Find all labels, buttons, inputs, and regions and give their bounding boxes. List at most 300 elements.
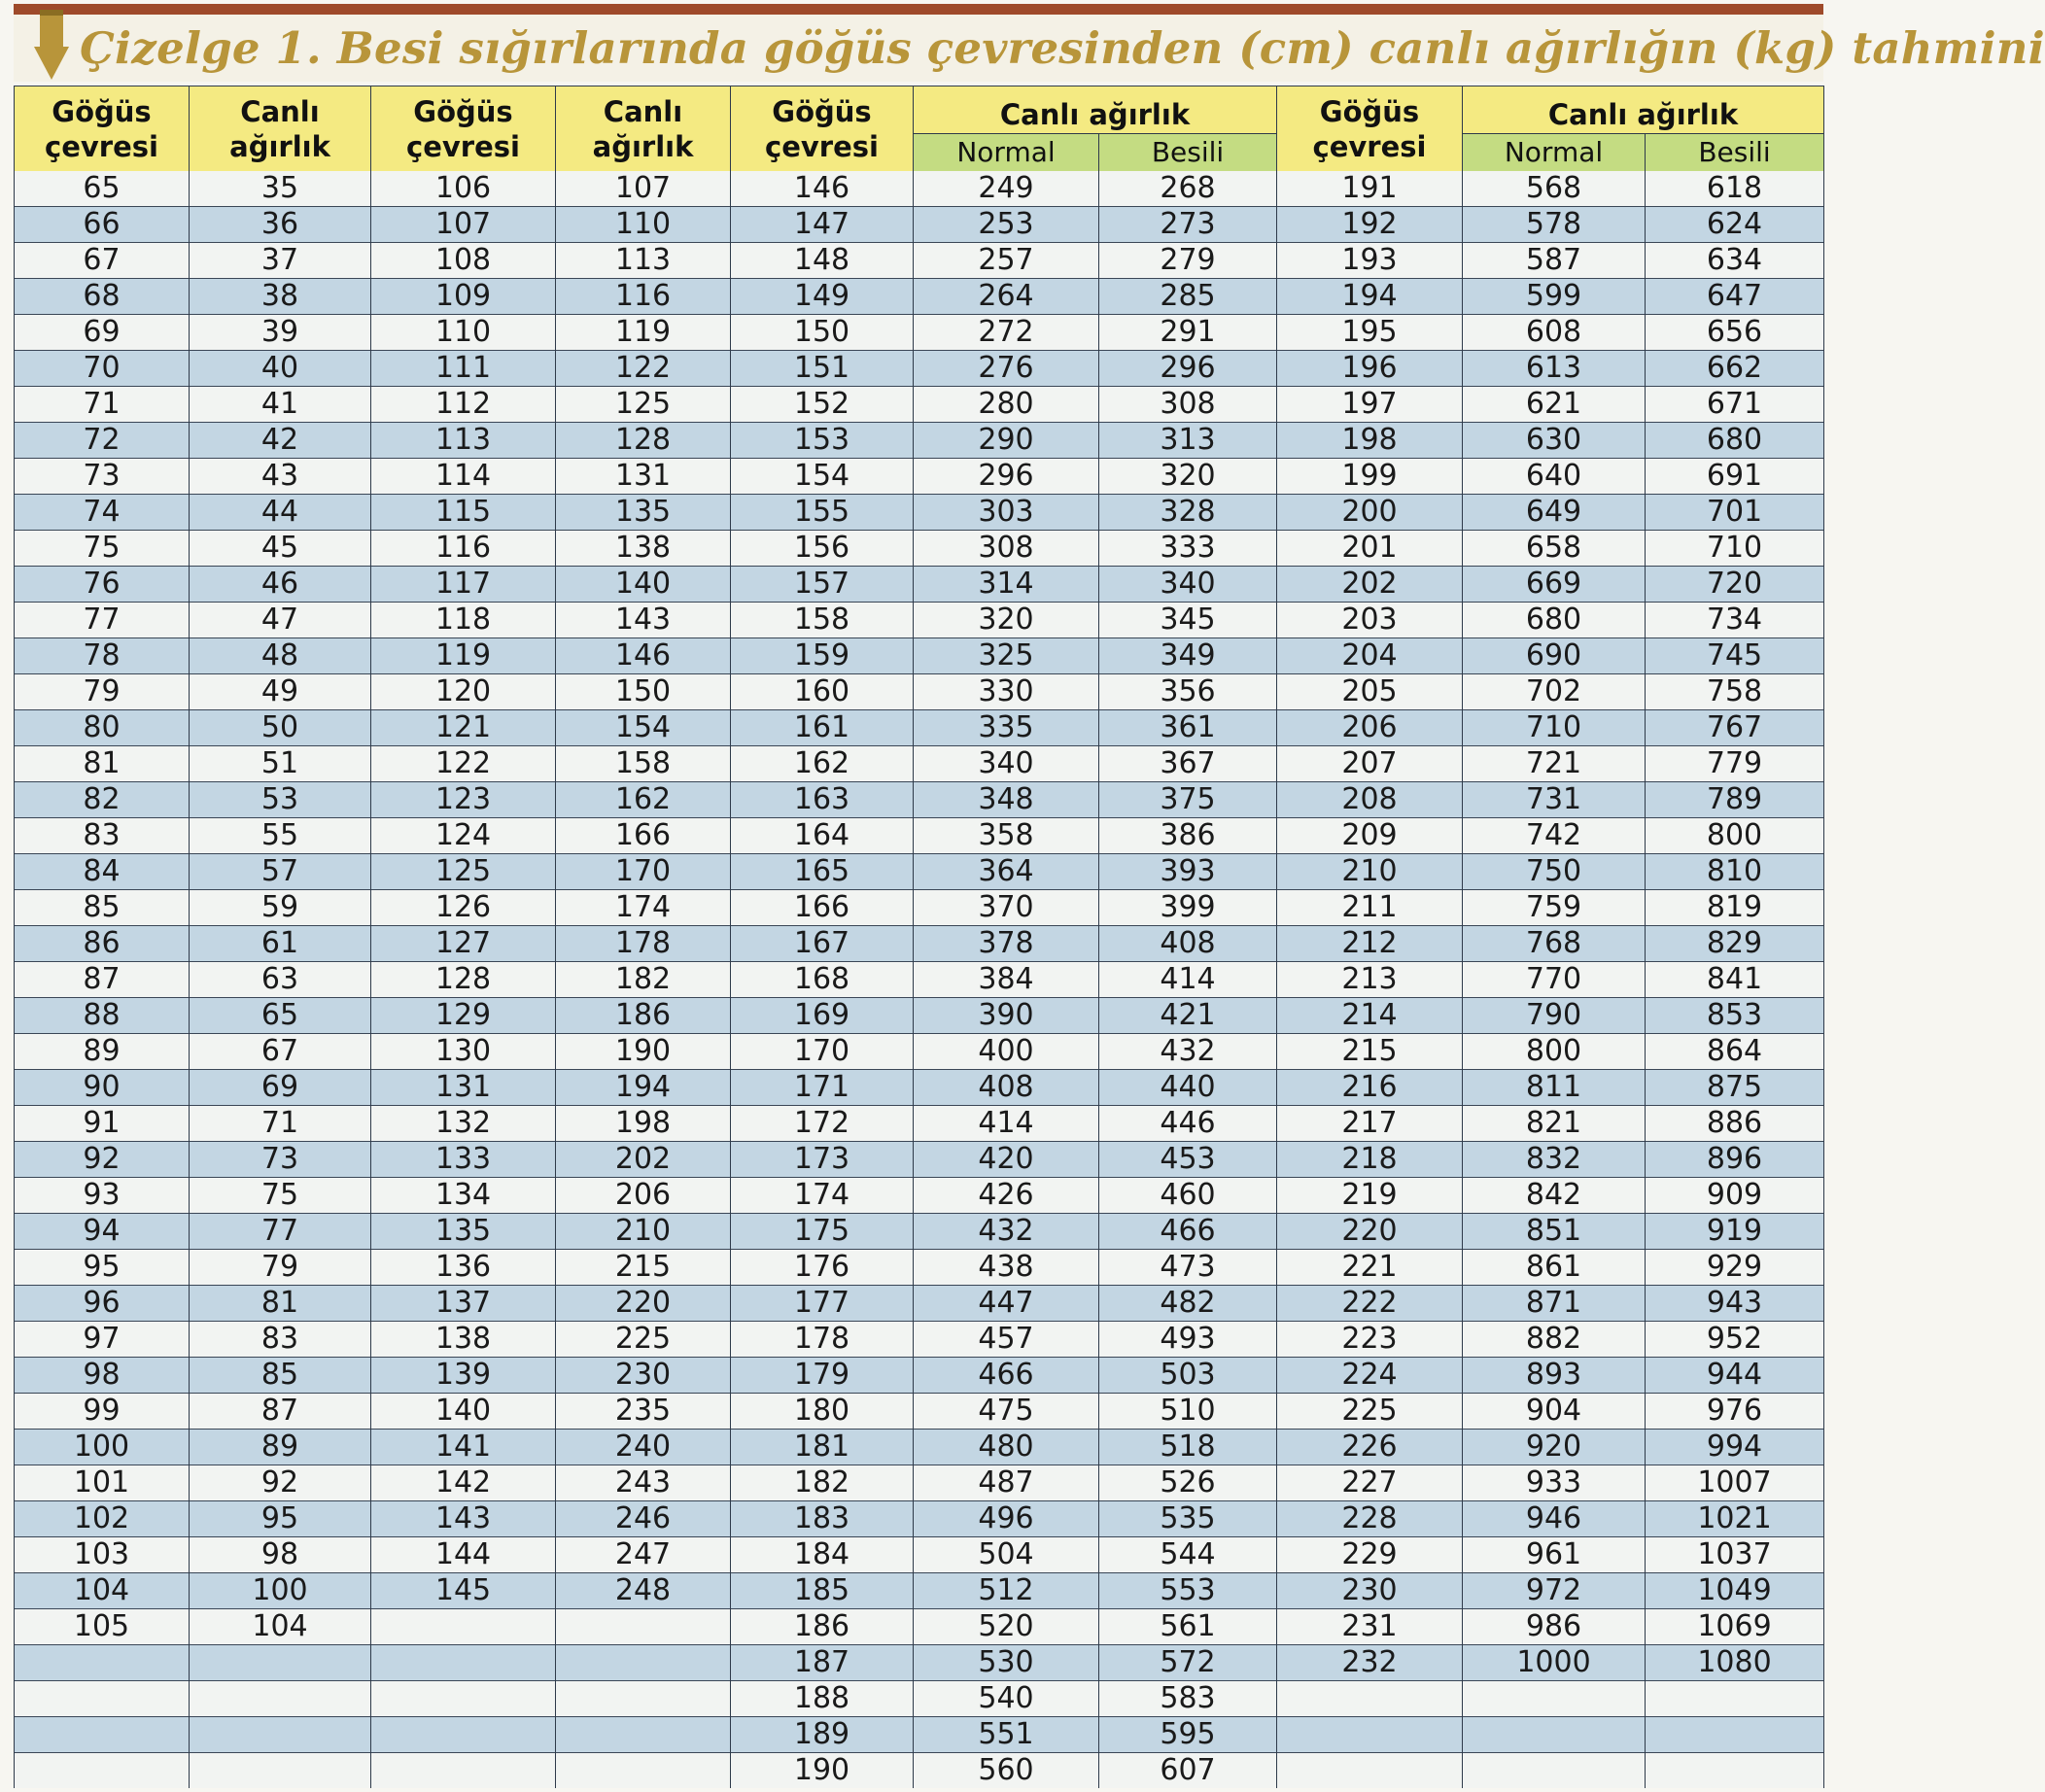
table-cell: 348 bbox=[914, 782, 1099, 818]
table-cell: 235 bbox=[556, 1394, 731, 1430]
table-cell: 364 bbox=[914, 854, 1099, 890]
table-cell: 174 bbox=[556, 890, 731, 926]
table-cell: 656 bbox=[1646, 315, 1824, 351]
table-cell: 361 bbox=[1099, 710, 1277, 746]
table-cell: 608 bbox=[1463, 315, 1646, 351]
table-cell: 358 bbox=[914, 818, 1099, 854]
table-cell: 39 bbox=[190, 315, 371, 351]
table-cell: 196 bbox=[1277, 351, 1463, 387]
table-cell: 150 bbox=[731, 315, 914, 351]
table-cell: 535 bbox=[1099, 1501, 1277, 1537]
table-cell: 540 bbox=[914, 1681, 1099, 1717]
table-cell: 446 bbox=[1099, 1106, 1277, 1142]
table-cell: 183 bbox=[731, 1501, 914, 1537]
table-cell: 572 bbox=[1099, 1645, 1277, 1681]
table-cell: 35 bbox=[190, 171, 371, 207]
table-cell: 158 bbox=[556, 746, 731, 782]
table-cell: 225 bbox=[556, 1322, 731, 1358]
table-cell: 135 bbox=[371, 1214, 556, 1250]
table-cell: 50 bbox=[190, 710, 371, 746]
table-cell: 123 bbox=[371, 782, 556, 818]
table-cell: 680 bbox=[1646, 423, 1824, 459]
table-cell: 173 bbox=[731, 1142, 914, 1178]
table-row bbox=[15, 998, 1824, 1034]
table-cell: 466 bbox=[914, 1358, 1099, 1394]
table-cell: 71 bbox=[15, 387, 190, 423]
table-cell: 217 bbox=[1277, 1106, 1463, 1142]
table-row bbox=[15, 567, 1824, 603]
table-cell: 742 bbox=[1463, 818, 1646, 854]
table-cell: 115 bbox=[371, 495, 556, 531]
subheader-besili: Besili bbox=[1099, 134, 1277, 172]
pin-marker-icon bbox=[31, 10, 72, 82]
table-row bbox=[15, 854, 1824, 890]
table-cell: 188 bbox=[731, 1681, 914, 1717]
table-cell: 88 bbox=[15, 998, 190, 1034]
table-cell: 85 bbox=[190, 1358, 371, 1394]
table-row bbox=[15, 243, 1824, 279]
table-cell: 65 bbox=[190, 998, 371, 1034]
table-cell: 745 bbox=[1646, 638, 1824, 674]
table-row bbox=[15, 1394, 1824, 1430]
table-cell: 480 bbox=[914, 1430, 1099, 1465]
table-cell: 438 bbox=[914, 1250, 1099, 1286]
table-cell: 779 bbox=[1646, 746, 1824, 782]
table-cell: 40 bbox=[190, 351, 371, 387]
table-cell: 133 bbox=[371, 1142, 556, 1178]
table-cell: 136 bbox=[371, 1250, 556, 1286]
table-cell: 191 bbox=[1277, 171, 1463, 207]
table-cell: 104 bbox=[190, 1609, 371, 1645]
table-cell: 976 bbox=[1646, 1394, 1824, 1430]
table-cell: 68 bbox=[15, 279, 190, 315]
table-cell: 140 bbox=[556, 567, 731, 603]
table-cell: 702 bbox=[1463, 674, 1646, 710]
table-cell: 171 bbox=[731, 1070, 914, 1106]
table-cell: 43 bbox=[190, 459, 371, 495]
table-cell: 144 bbox=[371, 1537, 556, 1573]
table-cell: 74 bbox=[15, 495, 190, 531]
table-cell: 93 bbox=[15, 1178, 190, 1214]
table-cell: 466 bbox=[1099, 1214, 1277, 1250]
table-cell: 821 bbox=[1463, 1106, 1646, 1142]
table-row bbox=[15, 710, 1824, 746]
table-row bbox=[15, 890, 1824, 926]
table-cell: 214 bbox=[1277, 998, 1463, 1034]
table-cell: 159 bbox=[731, 638, 914, 674]
table-cell: 919 bbox=[1646, 1214, 1824, 1250]
table-cell: 94 bbox=[15, 1214, 190, 1250]
table-cell: 208 bbox=[1277, 782, 1463, 818]
table-cell: 151 bbox=[731, 351, 914, 387]
table-cell: 340 bbox=[1099, 567, 1277, 603]
table-cell: 202 bbox=[556, 1142, 731, 1178]
table-cell: 83 bbox=[190, 1322, 371, 1358]
table-cell: 701 bbox=[1646, 495, 1824, 531]
table-cell: 138 bbox=[556, 531, 731, 567]
table-cell: 240 bbox=[556, 1430, 731, 1465]
table-cell: 886 bbox=[1646, 1106, 1824, 1142]
table-cell: 800 bbox=[1463, 1034, 1646, 1070]
table-cell: 453 bbox=[1099, 1142, 1277, 1178]
table-cell: 70 bbox=[15, 351, 190, 387]
table-cell: 148 bbox=[731, 243, 914, 279]
table-cell: 91 bbox=[15, 1106, 190, 1142]
table-cell: 167 bbox=[731, 926, 914, 962]
table-cell: 179 bbox=[731, 1358, 914, 1394]
table-cell: 53 bbox=[190, 782, 371, 818]
table-cell bbox=[556, 1753, 731, 1789]
table-cell: 290 bbox=[914, 423, 1099, 459]
table-cell: 961 bbox=[1463, 1537, 1646, 1573]
table-row bbox=[15, 1142, 1824, 1178]
table-cell: 51 bbox=[190, 746, 371, 782]
table-cell bbox=[556, 1645, 731, 1681]
table-cell bbox=[15, 1717, 190, 1753]
table-cell: 172 bbox=[731, 1106, 914, 1142]
table-cell: 920 bbox=[1463, 1430, 1646, 1465]
table-cell bbox=[371, 1681, 556, 1717]
table-cell: 113 bbox=[556, 243, 731, 279]
table-cell: 669 bbox=[1463, 567, 1646, 603]
table-cell: 145 bbox=[371, 1573, 556, 1609]
table-cell bbox=[371, 1609, 556, 1645]
table-cell: 220 bbox=[556, 1286, 731, 1322]
table-cell: 662 bbox=[1646, 351, 1824, 387]
table-cell: 184 bbox=[731, 1537, 914, 1573]
table-cell: 61 bbox=[190, 926, 371, 962]
table-cell: 205 bbox=[1277, 674, 1463, 710]
table-cell: 75 bbox=[190, 1178, 371, 1214]
table-cell: 134 bbox=[371, 1178, 556, 1214]
table-cell: 946 bbox=[1463, 1501, 1646, 1537]
table-cell: 69 bbox=[190, 1070, 371, 1106]
table-body bbox=[15, 171, 1824, 1788]
table-row bbox=[15, 531, 1824, 567]
table-cell: 210 bbox=[556, 1214, 731, 1250]
table-cell: 759 bbox=[1463, 890, 1646, 926]
table-cell: 893 bbox=[1463, 1358, 1646, 1394]
table-cell: 75 bbox=[15, 531, 190, 567]
table-cell: 222 bbox=[1277, 1286, 1463, 1322]
table-row bbox=[15, 1609, 1824, 1645]
table-row bbox=[15, 387, 1824, 423]
table-cell: 219 bbox=[1277, 1178, 1463, 1214]
table-cell: 561 bbox=[1099, 1609, 1277, 1645]
table-cell: 77 bbox=[190, 1214, 371, 1250]
table-cell: 972 bbox=[1463, 1573, 1646, 1609]
table-cell: 216 bbox=[1277, 1070, 1463, 1106]
table-cell bbox=[556, 1609, 731, 1645]
table-cell: 526 bbox=[1099, 1465, 1277, 1501]
table-cell bbox=[371, 1717, 556, 1753]
table-cell: 218 bbox=[1277, 1142, 1463, 1178]
table-cell: 57 bbox=[190, 854, 371, 890]
table-cell: 933 bbox=[1463, 1465, 1646, 1501]
table-cell: 168 bbox=[731, 962, 914, 998]
table-cell: 160 bbox=[731, 674, 914, 710]
table-cell: 110 bbox=[371, 315, 556, 351]
table-cell: 107 bbox=[371, 207, 556, 243]
table-cell: 125 bbox=[556, 387, 731, 423]
table-cell: 447 bbox=[914, 1286, 1099, 1322]
table-cell bbox=[1463, 1681, 1646, 1717]
table-cell: 178 bbox=[556, 926, 731, 962]
table-cell: 125 bbox=[371, 854, 556, 890]
table-cell: 1037 bbox=[1646, 1537, 1824, 1573]
table-cell bbox=[15, 1681, 190, 1717]
table-header bbox=[15, 86, 1824, 172]
table-cell: 568 bbox=[1463, 171, 1646, 207]
table-cell: 213 bbox=[1277, 962, 1463, 998]
table-cell: 734 bbox=[1646, 603, 1824, 638]
table-cell: 126 bbox=[371, 890, 556, 926]
table-cell bbox=[1277, 1717, 1463, 1753]
table-cell: 731 bbox=[1463, 782, 1646, 818]
table-cell: 86 bbox=[15, 926, 190, 962]
table-cell: 112 bbox=[371, 387, 556, 423]
table-cell: 201 bbox=[1277, 531, 1463, 567]
table-cell: 67 bbox=[190, 1034, 371, 1070]
table-cell: 146 bbox=[731, 171, 914, 207]
table-cell: 621 bbox=[1463, 387, 1646, 423]
table-cell: 80 bbox=[15, 710, 190, 746]
table-cell: 106 bbox=[371, 171, 556, 207]
table-cell: 210 bbox=[1277, 854, 1463, 890]
table-cell: 790 bbox=[1463, 998, 1646, 1034]
table-cell: 228 bbox=[1277, 1501, 1463, 1537]
table-cell: 356 bbox=[1099, 674, 1277, 710]
table-title: Çizelge 1. Besi sığırlarında göğüs çevresinden (cm) canlı ağırlığın (kg) tahmini bbox=[80, 22, 2045, 74]
table-cell: 49 bbox=[190, 674, 371, 710]
table-cell: 119 bbox=[371, 638, 556, 674]
table-cell: 162 bbox=[556, 782, 731, 818]
table-cell: 230 bbox=[556, 1358, 731, 1394]
table-cell: 904 bbox=[1463, 1394, 1646, 1430]
table-cell: 124 bbox=[371, 818, 556, 854]
table-cell: 503 bbox=[1099, 1358, 1277, 1394]
table-cell: 129 bbox=[371, 998, 556, 1034]
table-cell: 414 bbox=[914, 1106, 1099, 1142]
table-cell: 399 bbox=[1099, 890, 1277, 926]
header-canli-agirlik: Canlı ağırlık bbox=[190, 86, 371, 172]
table-cell: 209 bbox=[1277, 818, 1463, 854]
table-cell: 810 bbox=[1646, 854, 1824, 890]
table-cell: 118 bbox=[371, 603, 556, 638]
header-gogus-cevresi: Göğüs çevresi bbox=[731, 86, 914, 172]
table-cell: 246 bbox=[556, 1501, 731, 1537]
table-cell: 37 bbox=[190, 243, 371, 279]
table-cell: 45 bbox=[190, 531, 371, 567]
table-row bbox=[15, 1322, 1824, 1358]
table-cell: 92 bbox=[15, 1142, 190, 1178]
table-cell bbox=[1646, 1717, 1824, 1753]
table-row bbox=[15, 1573, 1824, 1609]
table-cell: 349 bbox=[1099, 638, 1277, 674]
table-cell: 220 bbox=[1277, 1214, 1463, 1250]
table-cell: 108 bbox=[371, 243, 556, 279]
subheader-normal: Normal bbox=[914, 134, 1099, 172]
table-cell: 156 bbox=[731, 531, 914, 567]
table-cell: 375 bbox=[1099, 782, 1277, 818]
table-cell: 578 bbox=[1463, 207, 1646, 243]
table-cell: 197 bbox=[1277, 387, 1463, 423]
table-cell: 137 bbox=[371, 1286, 556, 1322]
table-cell: 146 bbox=[556, 638, 731, 674]
table-cell: 226 bbox=[1277, 1430, 1463, 1465]
table-cell: 110 bbox=[556, 207, 731, 243]
table-cell: 157 bbox=[731, 567, 914, 603]
table-cell: 232 bbox=[1277, 1645, 1463, 1681]
table-row bbox=[15, 171, 1824, 207]
table-cell: 190 bbox=[556, 1034, 731, 1070]
table-cell: 345 bbox=[1099, 603, 1277, 638]
table-cell: 493 bbox=[1099, 1322, 1277, 1358]
table-cell: 618 bbox=[1646, 171, 1824, 207]
table-cell: 89 bbox=[190, 1430, 371, 1465]
table-cell: 544 bbox=[1099, 1537, 1277, 1573]
table-cell: 42 bbox=[190, 423, 371, 459]
table-cell: 122 bbox=[556, 351, 731, 387]
table-row bbox=[15, 1753, 1824, 1789]
table-cell: 340 bbox=[914, 746, 1099, 782]
table-cell: 384 bbox=[914, 962, 1099, 998]
table-cell: 169 bbox=[731, 998, 914, 1034]
table-row bbox=[15, 1717, 1824, 1753]
table-cell: 187 bbox=[731, 1645, 914, 1681]
table-cell: 175 bbox=[731, 1214, 914, 1250]
table-cell: 221 bbox=[1277, 1250, 1463, 1286]
table-cell: 162 bbox=[731, 746, 914, 782]
table-cell: 285 bbox=[1099, 279, 1277, 315]
table-row bbox=[15, 674, 1824, 710]
table-cell: 457 bbox=[914, 1322, 1099, 1358]
table-cell: 200 bbox=[1277, 495, 1463, 531]
table-cell: 90 bbox=[15, 1070, 190, 1106]
table-cell: 97 bbox=[15, 1322, 190, 1358]
table-cell: 182 bbox=[556, 962, 731, 998]
table-row bbox=[15, 495, 1824, 531]
table-cell: 96 bbox=[15, 1286, 190, 1322]
table-cell: 768 bbox=[1463, 926, 1646, 962]
table-cell: 128 bbox=[556, 423, 731, 459]
table-cell: 63 bbox=[190, 962, 371, 998]
table-row bbox=[15, 926, 1824, 962]
table-cell: 161 bbox=[731, 710, 914, 746]
table-cell: 272 bbox=[914, 315, 1099, 351]
table-row bbox=[15, 962, 1824, 998]
table-row bbox=[15, 1034, 1824, 1070]
table-cell: 1021 bbox=[1646, 1501, 1824, 1537]
table-cell: 767 bbox=[1646, 710, 1824, 746]
table-row bbox=[15, 1430, 1824, 1465]
table-cell: 986 bbox=[1463, 1609, 1646, 1645]
table-cell: 553 bbox=[1099, 1573, 1277, 1609]
subheader-besili: Besili bbox=[1646, 134, 1824, 172]
table-cell: 487 bbox=[914, 1465, 1099, 1501]
table-cell: 139 bbox=[371, 1358, 556, 1394]
table-cell: 199 bbox=[1277, 459, 1463, 495]
table-cell: 328 bbox=[1099, 495, 1277, 531]
table-cell: 170 bbox=[731, 1034, 914, 1070]
table-cell: 378 bbox=[914, 926, 1099, 962]
table-cell: 875 bbox=[1646, 1070, 1824, 1106]
table-cell: 829 bbox=[1646, 926, 1824, 962]
table-cell: 212 bbox=[1277, 926, 1463, 962]
table-cell: 510 bbox=[1099, 1394, 1277, 1430]
table-cell: 607 bbox=[1099, 1753, 1277, 1789]
table-cell: 1080 bbox=[1646, 1645, 1824, 1681]
table-cell: 440 bbox=[1099, 1070, 1277, 1106]
table-cell: 393 bbox=[1099, 854, 1277, 890]
table-cell bbox=[371, 1753, 556, 1789]
table-cell: 303 bbox=[914, 495, 1099, 531]
table-row bbox=[15, 1681, 1824, 1717]
table-cell: 291 bbox=[1099, 315, 1277, 351]
table-cell: 142 bbox=[371, 1465, 556, 1501]
table-cell: 420 bbox=[914, 1142, 1099, 1178]
table-cell bbox=[1646, 1753, 1824, 1789]
table-cell: 38 bbox=[190, 279, 371, 315]
table-cell: 560 bbox=[914, 1753, 1099, 1789]
table-row bbox=[15, 423, 1824, 459]
table-cell bbox=[1463, 1753, 1646, 1789]
table-cell: 308 bbox=[1099, 387, 1277, 423]
table-cell: 81 bbox=[15, 746, 190, 782]
table-cell: 832 bbox=[1463, 1142, 1646, 1178]
table-cell: 193 bbox=[1277, 243, 1463, 279]
header-canli-agirlik-group: Canlı ağırlık bbox=[914, 86, 1277, 134]
table-cell: 229 bbox=[1277, 1537, 1463, 1573]
table-cell: 414 bbox=[1099, 962, 1277, 998]
table-cell bbox=[556, 1717, 731, 1753]
table-cell: 178 bbox=[731, 1322, 914, 1358]
table-cell: 325 bbox=[914, 638, 1099, 674]
table-cell: 107 bbox=[556, 171, 731, 207]
table-cell: 135 bbox=[556, 495, 731, 531]
table-cell: 77 bbox=[15, 603, 190, 638]
table-cell: 100 bbox=[15, 1430, 190, 1465]
table-cell: 386 bbox=[1099, 818, 1277, 854]
table-cell: 83 bbox=[15, 818, 190, 854]
table-row bbox=[15, 782, 1824, 818]
table-cell: 276 bbox=[914, 351, 1099, 387]
table-cell: 248 bbox=[556, 1573, 731, 1609]
table-cell bbox=[1277, 1753, 1463, 1789]
table-cell: 400 bbox=[914, 1034, 1099, 1070]
table-cell: 1049 bbox=[1646, 1573, 1824, 1609]
table-cell: 296 bbox=[914, 459, 1099, 495]
table-cell: 313 bbox=[1099, 423, 1277, 459]
table-cell: 170 bbox=[556, 854, 731, 890]
table-cell: 426 bbox=[914, 1178, 1099, 1214]
table-cell: 99 bbox=[15, 1394, 190, 1430]
table-cell: 150 bbox=[556, 674, 731, 710]
table-cell: 117 bbox=[371, 567, 556, 603]
table-cell: 89 bbox=[15, 1034, 190, 1070]
table-row bbox=[15, 315, 1824, 351]
table-cell: 138 bbox=[371, 1322, 556, 1358]
table-cell: 95 bbox=[15, 1250, 190, 1286]
table-cell: 69 bbox=[15, 315, 190, 351]
table-row bbox=[15, 638, 1824, 674]
table-cell: 231 bbox=[1277, 1609, 1463, 1645]
table-cell: 119 bbox=[556, 315, 731, 351]
table-cell: 206 bbox=[556, 1178, 731, 1214]
table-cell: 649 bbox=[1463, 495, 1646, 531]
table-cell: 750 bbox=[1463, 854, 1646, 890]
table-cell bbox=[1646, 1681, 1824, 1717]
